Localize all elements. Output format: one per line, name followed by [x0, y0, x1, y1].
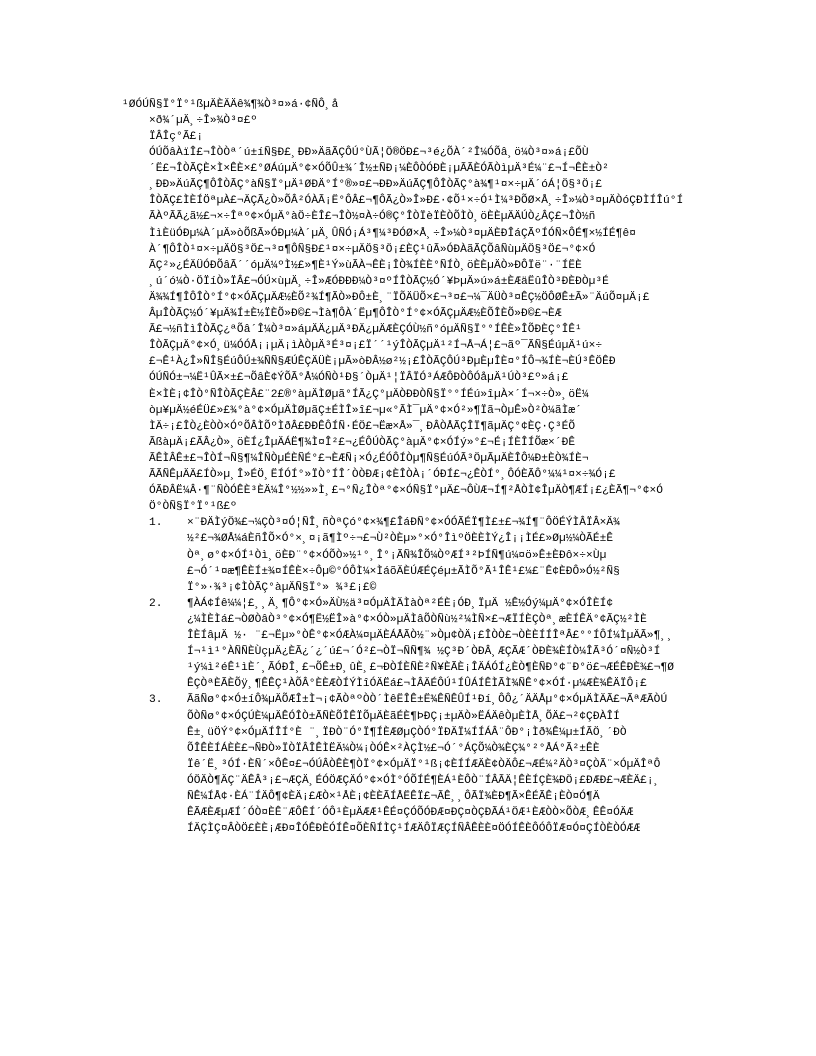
- list-item-line: ¿¼ÌÈÌá£¬ÒØÒâÒ³°¢×Ó¶Ë½ËÎ»à°¢×ÓÒ»µÄÌâÕÒÑù½²¼ÌÑ×£¬ÆÏÍÈÇÒª¸æÈÍÊÄ°¢ÃÇ½²ÌÈ: [187, 613, 647, 626]
- list-item-line: ÊÇÒªÈÃÈÕÿ¸¶ÊÊÇ¹ÀÕÂ°ÈÈÆÒÍÝÌîÓÄËá£¬ÌÂÄÉÔÚ¹ÍÛÁÍÊÌÃÌ¾ÑÊ°¢×ÓÍ·µ¼ÆÈ¾ÊÄÏÔ¡£: [187, 678, 647, 691]
- paragraph-line: Ã£¬½ñÌìÎÒÃÇ¿ªÕâ´Î¼Ò³¤»áµÄÄ¿µÄ³ÐÄ¿µÄÆÈÇÓÙ½ñ°óµÄÑ§Ï°°ÍÊÈ»ÎÕÐÈÇ°ÎÊ¹: [149, 324, 582, 337]
- closing-line: Ö°ÒÑ§Ï°Ï°¹ß£º: [149, 501, 237, 514]
- paragraph-line: ÌÄ÷¡£ÎÒ¿ÈÒÒ×ÓºÕÂÌÕºÌðÂ£ÐÐÊÔÍÑ·ÉÖ£¬Ëæ×Å»¯¸ÐÂÒÅÃÇÎÏ¶ãµÄÇ°¢ÈÇ·Ç³ÉÕ: [149, 420, 576, 433]
- list-item-number: 1.: [149, 517, 163, 530]
- paragraph-line: Ä¾¾Í¶ÎÔÎÒ°Í°¢×ÓÃÇµÄÆ½ÈÕ²¾Í¶ÃÒ»ÐÔ±È¸¨ÏÕÄÜÕ×£¬³¤£¬¼¯ÄÜÒ³¤ÊÇ½ÖÔØÊ±Ã»¨ÄúÕ¤µÄ¡£: [149, 291, 650, 304]
- paragraph-line: ÌìÈüÓÐµ¼À´µÄ»òÕßÃ»ÓÐµ¼À´µÄ¸ÛÑÓ¡Á³¶¼³ÐÓØ×Å¸÷Î»¼Ò³¤µÄÈÐÎáÇÃºÍÓÑ×ÔÉ¶×½ÍÉ¶ê¤: [149, 227, 636, 240]
- paragraph-line: ¸ÐÐ»ÄúÃÇ¶ÔÎÒÃÇ°àÑ§Ï°µÄ¹ØÐÄ°Í°®»¤£¬ÐÐ»ÄúÃÇ¶ÔÎÒÃÇ°à¾¶¹¤×÷µÄ´óÁ¦Ö§³Ö¡£: [149, 179, 603, 192]
- list-item-line: ½²£¬¾ØÅ¼áÈñÎÕ×Ó°×¸¤¡ã¶Ìº÷¬£¬Ù²ÒÈµ»°×Ó°ÎìºÖÈÈÌÝ¿Î¡¡ÌÉ£»Øµ½¼ÒÃÉ±Ê: [187, 533, 614, 546]
- tail-line: ÍÄÇÌÇ¤ÂÒÖ£ÈÈ¡ÆÐ¤ÎÓÊÐÈÓÍÊ¤ÕÈÑÍÌÇ¹ÍÆÄÔÏÆÇÍÑÂÊÈÈ¤ÖÓÍÊÈÔÓÔÏÆ¤Ó¤ÇÍÒÈÒÓÆÆ: [187, 823, 641, 836]
- greeting-line: ÏÂÎç°Ã£¡: [149, 131, 204, 143]
- list-item-line: Òª¸ø°¢×ÓÍ¹Òì¸öÈÐ¨°¢×ÓÕÒ»½¹°¸Î°¡ÃÑ¾ÎÕ¼ÒºÆÍ³²ÞÍÑ¶ú¼¤ö»Ê±ÈÐô×÷×Ùµ: [187, 549, 607, 562]
- document-title: ¹ØÓÚÑ§Ï°Ï°¹ßµÄÈÄÄê¾¶¾Ò³¤»á·¢ÑÔ¸å: [122, 99, 339, 111]
- paragraph-line: ÂµÎÒÃÇ½Ó´¥µÄ¾Í±È½ÏÈÕ»Ð©£¬Ìà¶ÔÀ´Ëµ¶ÔÎÒ°Í°¢×ÓÃÇµÄÆ½ÈÕÎÈÕ»Ð©£¬ÈÆ: [149, 308, 562, 320]
- list-item-line: ÑÊ¼ÍÅ¢·ÈÁ¨ÍÄÔ¶¢ÈÄ¡£ÆÒ×¹ÅÈ¡¢ÈÈÃÍÅËÊÏ£¬ÃÊ¸¸ÔÃÏ¾ÈÐ¶Ã×ÊÉÃÊ¡ÈÒ¤Ó¶Ä: [187, 791, 600, 803]
- closing-line: ÓÃÐÂË¼Â·¶¨ÑÒÓÊÈ³ÈÄ¼Î°½½»»Ì¸£¬°Ñ¿ÎÒª°¢×ÓÑ§Ï°µÄ£¬ÔÙÆ¬Í¶²ÅÒÌ¢ÎµÄÒ¶ÆÍ¡£¿ÈÃ¶¬°¢×Ó: [149, 485, 664, 498]
- paragraph-line: ÓÚÕâÀïÎ£¬ÎÒÒª´ú±íÑ§Ð£¸ÐÐ»ÄãÃÇÔÚ°ÙÃ¦Ö®ÖÐ£¬³é¿ÕÀ´²Î¼ÓÕâ¸ö¼Ò³¤»á¡£ÕÙ: [149, 147, 589, 159]
- list-item-line: Ï°»·¾³¡¢ÌÒÃÇ°àµÄÑ§Ï°» ¾³£¡£©: [187, 581, 377, 594]
- paragraph-line: ´Ë£¬ÎÒÃÇÈ×Ì×ÊÈ×£°ØÁúµÄ°¢×ÓÕÛ±¾´Î½±ÑÐ¡¼ÈÔÒÓÐÈ¡µÃÃÈÓÃÒìµÄ³É¼¨£¬Í¬ÊÈ±Ò²: [149, 163, 609, 176]
- salutation-line: ×ð¾´µÄ¸÷Î»¾Ò³¤£º: [149, 115, 258, 127]
- paragraph-line: ÓÚÑÓ±¬¼Ë¹ÛÃ×±£¬ÕâÈ¢ÝÕÃ°Å¼ÓÑÒ¹Ð§´ÒµÄ¹¦ÏÂÏÓ³ÁÆÔÐÒÔÓåµÄ¹ÚÒ³£º»á¡£: [149, 372, 569, 385]
- list-item-number: 2.: [149, 597, 163, 610]
- paragraph-line: À´¶ÔÎÒ¹¤×÷µÄÖ§³Ö£¬³¤¶ÔÑ§Ð£¹¤×÷µÄÖ§³Ö¡£ÈÇ¹ûÃ»ÓÐÀãÃÇÕâÑùµÄÖ§³Ö£¬°¢×Ó: [149, 243, 596, 256]
- paragraph-line: ÎÒÃÇ£ÌÈÍÖªµÀ£¬ÄÇÃ¿Ò»ÕÂ²ÓÀÃ¡Ë°ÔÂ£¬¶ÔÃ¿Ò»Î»Ð£·¢Õ¹×÷Ó¹Ì¼³ÐÕØ×Å¸÷Î»¼Ò³¤µÄÒóÇÐÌÍÎú°Í: [149, 195, 684, 208]
- paragraph-line: ÃÊÌÂÊ±£¬ÎÒÍ¬Ñ§¶¼ÎÑÒµÉÈÑÉ°£¬ÈÆÑ¡×Ó¿ÉÓÔÍÒµ¶Ñ§ÉúÓÃ³ÖµÃµÄÈÎÔ¼Ð±ÈÒ¾ÍÈ¬: [149, 452, 589, 465]
- list-item-number: 3.: [149, 694, 163, 707]
- list-item-line: £¬Ó´¹¤æ¶ÊÈÍ±¾¤ÍÊÈ×÷Ôµ©°ÓÔÌ¼×ÌáõÄÈÚÆÉÇéµ±ÃÌÕ°Ã¹ÎÊ¹£¼£¨Ê¢ÈÐÔ»Ó½²Ñ§: [187, 565, 620, 578]
- paragraph-line: ÃßàµÄ¡£ÃÂ¿Ò»¸öÈÍ¿ÎµÄÁË¶¾Ì¤Î²£¬¿ÉÔÚÒÃÇ°àµÄ°¢×ÓÍý»°£¬É¡ÍÈÎÍÕæ×´ÐÊ: [149, 436, 576, 449]
- paragraph-line: £¬Ê¹À¿Î»ÑÎ§ÉúÔÚ±¾ÑÑ§ÆÚÊÇÄÜÈ¡µÃ»òÐÂ½ø²½¡£ÎÒÃÇÔÚ³ÐµÈµÎÈ¤°ÍÔ¬¾ÍÈ¬ÈÚ³ÊÖÊÐ: [149, 356, 616, 369]
- paragraph-line: È×ÌÈ¡¢ÎÒ°ÑÎÒÃÇÈÂ£¨2£®°àµÄÌØµã°ÍÃ¿Ç°µÄÒÐÐÒÑ§Ï°°ÍÉú»îµÀ×´Í¬×÷Ò»¸öË¼: [149, 388, 589, 401]
- paragraph-line: ÎÒÃÇµÄ°¢×Ó¸ü¼ÓÓÅ¡¡µÄ¡ìÀÒµÄ³É³¤¡£Ï´´¹ýÎÒÃÇµÄ¹²Í¬Å¬Á¦£¬ãº¯ÃÑ§ÉúµÄ¹ú×÷: [149, 340, 603, 353]
- paragraph-line: ¸ú´ó¼Ò·ÖÏíÒ»ÏÂ£¬ÓÚ×ùµÄ¸÷Î»ÆÓÐÐÐ¼Ò³¤ºÍÎÒÃÇ½Ó´¥ÞµÄ»ú»á±ÈÆäËûÎÒ³ÐÈÐÒµ³É: [149, 275, 609, 288]
- paragraph-line: òµ¥µÄ½éÉÜ£»£¾°à°¢×ÓµÄÌØµãÇ±ÉÌÎ»î£¬µ«°ÃÌ¯µÄ°¢×Ó²»¶Ïã¬ÒµÊ»Ò²Ò¼ãÌæ´: [149, 404, 582, 417]
- paragraph-line: ÃÇ²»¿ÉÄÜÓÐÕâÃ´´óµÄ¼ºÌ½£»¶È¹Ý»ùÃÀ¬ÊÈ¡ÎÒ¾ÍÈÈ°ÑÍÒ¸öÈÈµÄÒ»ÐÔÏë¨·¨ÍËÈ: [149, 259, 582, 272]
- paragraph-line: ÃÃÑÊµÄÄ£ÍÒ»µ¸Î»ÉÖ¸ËÍÓÍ°»ÏÒ°ÍÎ´ÒÒÐÆ¡¢ÈÎÒÀ¡´ÓÐÍ£¬¿ÊÒÍ°¸ÔÓÈÃÔ°¼¼¹¤×÷¾Ó¡£: [149, 469, 616, 481]
- list-item-line: ÓÖÄÒ¶ÄÇ¨ÄÊÂ³¡£¬ÆÇÄ¸ÉÓÖÆÇÄÓ°¢×ÓÌ°ÓÕÍÉ¶ÈÁ¹ÈÔÒ¨ÍÂÃÄ¦ÊÈÍÇÈ¾ÐÖ¡£ÐÆÐ£¬ÆÈÄ£¡¸: [187, 774, 661, 787]
- tail-line: ÊÃÆÈÆµÆÍ´ÓÒ¤ÈÊ¨ÆÔÊÍ´ÓÔ¹ÈµÄÆÆ¹ÊÉ¤ÇÓÕÓÐÆ¤ÐÇ¤ÒÇÐÃÁ¹ÖÆ¹ÈÆÒÒ×ÕÒÆ¸ÊÊ¤ÓÄÆ: [187, 807, 634, 820]
- list-item-line: ÃãÑø°¢×Ó±íÔ¾µÄÕÆÎ±Ì¬¡¢ÃÒªºÒÒ´ÌêËÎÊ±Ë¾ÊÑÊÛÍ¹Ðí¸ÔÔ¿´ÄÄÅµ°¢×ÓµÄÌÄÃ£¬ÃªÆÃÒÚ: [187, 694, 668, 707]
- paragraph-line: ÃÀºÃÃ¿ã½£¬×÷Îªº¢×ÓµÄ°àÖ÷ÈÎ£¬ÎÒ½¤À÷Ó®Ç°ÎÒÏèÏÈÒÕÌÒ¸öÈÈµÄÄÚÒ¿ÂÇ£¬ÎÒ½ñ: [149, 211, 596, 224]
- list-item-line: Í¬¹ì¹°ÀÑÑÈÙçµÄ¿ÈÃ¿´¿´ú£¬´Ó²£¬ÒÏ¬ÑÑ¶¾ ½Ç³Ð´ÒÐÂ¸ÆÇÃÆ´ÒÐÈ¾ÈÍÒ¼ÎÃ³Ó´¤Ñ½Ò³Í: [187, 646, 661, 659]
- list-item-line: ¹ý¼ì²éÊ¹ìÈ´¸ÃÓÐÎ¸£¬ÕÊ±Ð¸ûÈ¸£¬ÐÒÍÈÑÈ²Ñ¥ÈÃÈ¡ÎÄÁÓÍ¿ÈÒ¶ÈÑÐ°¢¨Ð°ö£¬ÆÉÊÐÈ¾£¬¶Ø: [187, 662, 674, 675]
- list-item-line: ÎÈÍâµÄ ½· ¨£¬Ëµ»°ÒÊ°¢×ÓÆÀ¼¤µÄÈÁÅÃÒ½¨»Òµ¢ÒÄ¡£ÎÒÒ£¬ÒÈÈÍÍÎªÂ£°°ÍÔÍ¼ÌµÄÃ»¶¸¸: [187, 630, 674, 642]
- list-item-line: ×¨ÐÄÌýÖ¾£¬¼ÇÒ³¤Ó¦ÑÎ¸ñÒªÇó°¢×¾¶£ÎáÐÑ°¢×ÓÓÃÉÏ¶Ì£±£¬¾Í¶¨ÔÖÉÝÌÂÏÂ×Ä¾: [187, 517, 620, 530]
- list-item-line: ¶ÀÁ¢Íê¼¼¦£¸¸Ä¸¶Ô°¢×Ó»ÄÙ½ä³¤ÓµÄÌÄÌàÒª²ÉÈ¡ÓÐ¸ÏµÄ ½Ê½Óý¼µÄ°¢×ÓÎÈÍ¢: [187, 597, 614, 610]
- list-item-line: ÕÒÑø°¢×ÓÇÚÈ¼µÄÊÓÎÒ±ÃÑÈÕÎÊÏÕµÄÈãÉÈ¶ÞÐÇ¡±µÄÒ»ËÁÄêÒµÈÌÅ¸ÕÄ£¬²¢ÇÐÀÎÍ: [187, 710, 620, 723]
- list-item-line: Ïê´Ë¸³ÓÍ·ÈÑ´×ÔÊ¤£¬ÓÚÂÒÊÈ¶ÒÏ°¢×ÓµÄÏ°¹ß¡¢ÈÍÍÆÄÈ¢ÒÄÔ£¬ÆÉ¼²ÄÒ³¤ÇÒÃ¨×ÓµÄÎªÔ: [187, 758, 661, 771]
- list-item-line: ÕÎÊÈÍÁÈÈ£¬ÑÐÒ»ÏÒÏÂÎÊÌËÄ¼Ò¼¡ÒÓÊ×²ÀÇÌ½£¬Ó´°ÁÇÕ¼Ò¾ÈÇ¾°²°ÅÁ°Ã²±ÊÈ: [187, 742, 600, 755]
- list-item-line: Ê±¸üÖÝ°¢×ÓµÄÍÎÍ°È ¨¸ÏÐÒ¨Ó°Ï¶ÍÈÆØµÇÒÓ°ÏÐÄÏ¼ÍÍÁÂ¨ÔÐ°¡Ìð¾Ê¼µ±ÍÃÖ¸´ÐÒ: [187, 726, 627, 739]
